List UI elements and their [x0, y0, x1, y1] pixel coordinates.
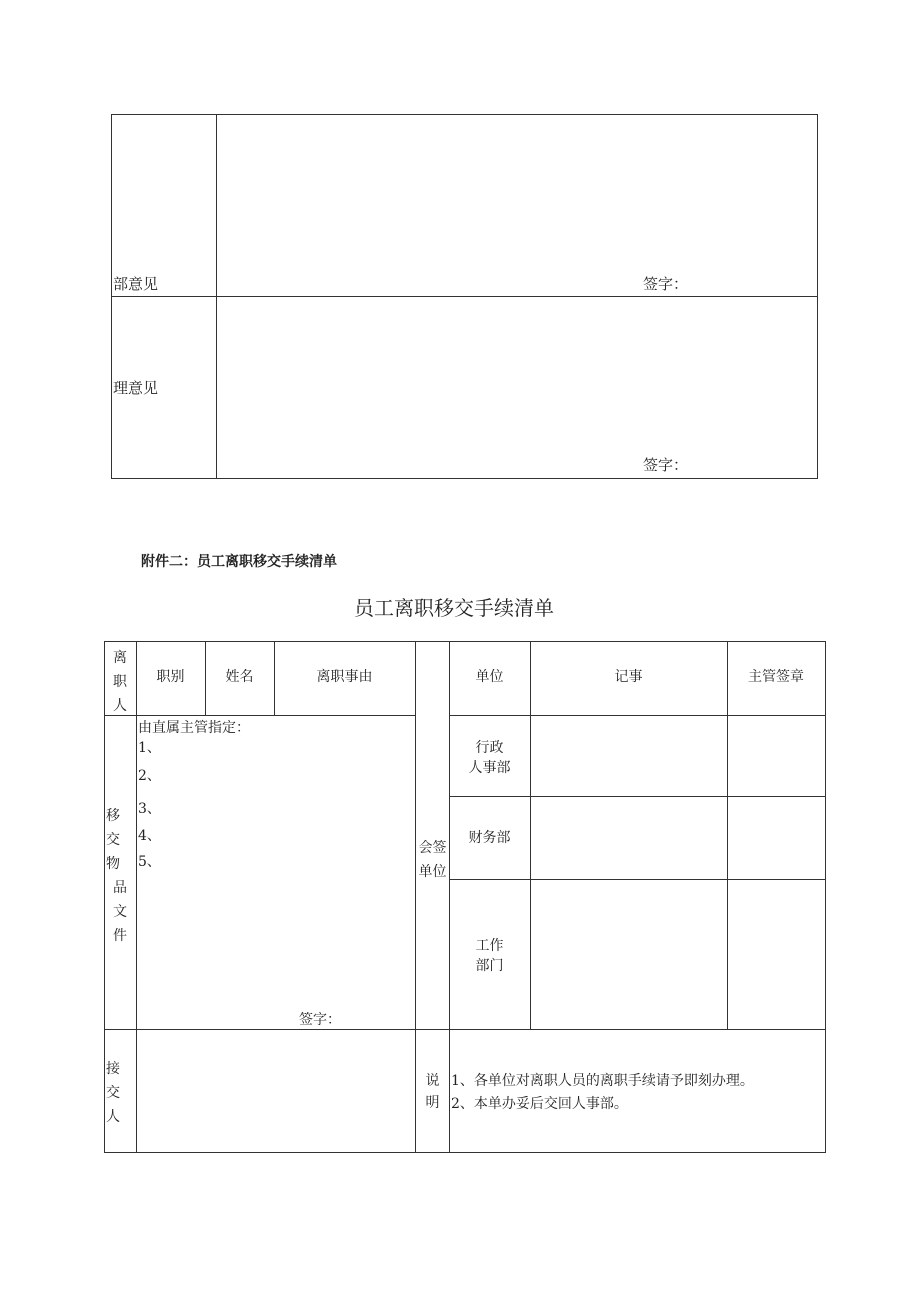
- supervisor-seal-header: 主管签章: [748, 669, 804, 685]
- handover-item-2: 2、: [138, 768, 161, 784]
- handover-item-1: 1、: [138, 740, 161, 756]
- receiver-label: 接 交 人: [106, 1061, 120, 1125]
- departing-person-label: 离 职 人: [113, 650, 127, 714]
- name-header: 姓名: [225, 669, 254, 685]
- explanation-label: 说 明: [425, 1073, 440, 1111]
- form-title: 员工离职移交手续清单: [354, 596, 554, 620]
- department-signature-label: 签字：: [643, 275, 689, 293]
- manager-signature-label: 签字：: [643, 456, 689, 474]
- reason-header: 离职事由: [316, 669, 373, 685]
- position-header: 职别: [156, 669, 185, 685]
- handover-signature-label: 签字：: [299, 1012, 341, 1028]
- explanation-item-1: 1、各单位对离职人员的离职手续请予即刻办理。: [451, 1073, 754, 1089]
- attachment-heading: 附件二：员工离职移交手续清单: [141, 554, 337, 570]
- explanation-item-2: 2、本单办妥后交回人事部。: [451, 1096, 628, 1112]
- handover-intro: 由直属主管指定：: [138, 720, 250, 736]
- handover-item-4: 4、: [138, 828, 161, 844]
- department-opinion-label: 部意见: [113, 275, 159, 293]
- notes-header: 记事: [614, 669, 643, 685]
- handover-documents-label: 品 文 件: [113, 880, 127, 944]
- handover-item-3: 3、: [138, 801, 161, 817]
- unit-header: 单位: [475, 669, 504, 685]
- unit-work-department: 工作 部门: [475, 938, 504, 974]
- handover-item-5: 5、: [138, 854, 161, 870]
- unit-finance: 财务部: [468, 830, 511, 846]
- manager-opinion-label: 理意见: [113, 379, 159, 397]
- unit-admin-hr: 行政 人事部: [468, 740, 511, 776]
- handover-items-label: 移 交 物: [106, 808, 120, 872]
- countersign-unit-label: 会签 单位: [418, 840, 447, 880]
